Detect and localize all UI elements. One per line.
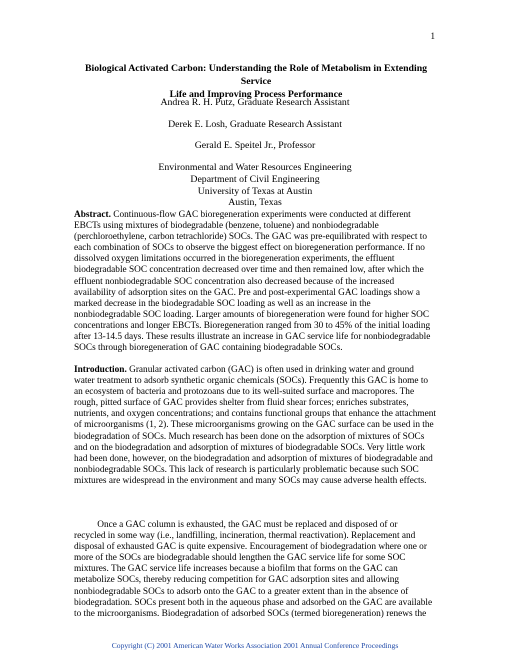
- intro-line: biodegradation of SOCs. Much research has been done on the adsorption of mixtures of SOCs: [74, 431, 425, 442]
- abstract-line: Abstract. Continuous-flow GAC bioregeneration experiments were conducted at different: [74, 210, 411, 220]
- abstract-line: SOCs through bioregeneration of GAC containing biodegradable SOCs.: [74, 343, 343, 354]
- abstract-line: availability of adsorption sites on the GAC. Pre and post-experimental GAC loadings show a: [74, 287, 420, 298]
- intro-line: nonbiodegradable SOCs. This lack of research is particularly problematic because such SOC: [74, 464, 419, 475]
- abstract-line: effluent nonbiodegradable SOC concentration also decreased because of the increased: [74, 276, 395, 287]
- intro-line: of microorganisms (1, 2). These microorganisms growing on the GAC surface can be used in the: [74, 420, 434, 431]
- paragraph-line: mixtures. The GAC service life increases because a biofilm that forms on the GAC can: [74, 564, 398, 575]
- title-line: Biological Activated Carbon: Understanding the Role of Metabolism in Extending Service: [84, 63, 428, 87]
- abstract-line: (perchloroethylene, carbon tetrachloride) SOCs. The GAC was pre-equilibrated with respect to: [74, 232, 427, 243]
- affiliation-line: Austin, Texas: [228, 197, 282, 209]
- author-2: Derek E. Losh, Graduate Research Assistant: [168, 119, 342, 130]
- intro-line: nutrients, and oxygen concentrations; and contains functional groups that enhance the attachment: [74, 409, 436, 420]
- body-paragraph: [74, 520, 438, 620]
- introduction-label: Introduction.: [74, 365, 127, 375]
- title-line: Life and Improving Process Performance: [169, 89, 343, 100]
- paragraph-line: more of the SOCs are biodegradable should lengthen the GAC service life for some SOC: [74, 553, 406, 564]
- author-1: Andrea R. H. Putz, Graduate Research Assistant: [160, 97, 350, 108]
- paragraph-line: Once a GAC column is exhausted, the GAC must be replaced and disposed of or: [74, 520, 398, 530]
- affiliation-line: University of Texas at Austin: [197, 185, 313, 197]
- paragraph-line: to the microorganisms. Biodegradation of adsorbed SOCs (termed bioregeneration) renews the: [74, 608, 427, 619]
- affiliation-line: Department of Civil Engineering: [190, 173, 320, 185]
- intro-line: and on the biodegradation and adsorption of mixtures of biodegradable SOCs. Very little work: [74, 442, 425, 453]
- paragraph-line: recycled in some way (i.e., landfilling, incineration, thermal reactivation). Replacement and: [74, 531, 416, 542]
- abstract-line: marked decrease in the biodegradable SOC loading as well as an increase in the: [74, 298, 371, 309]
- affiliation: [0, 162, 510, 209]
- abstract-line: nonbiodegradable SOC loading. Larger amounts of bioregeneration were found for higher SOC: [74, 309, 430, 320]
- intro-line: Introduction. Granular activated carbon (GAC) is often used in drinking water and ground: [74, 365, 414, 375]
- intro-line: had been done, however, on the biodegradation and adsorption of mixtures of biodegradable and: [74, 453, 433, 464]
- abstract-line: dissolved oxygen limitations occurred in the bioregeneration experiments, the effluent: [74, 254, 395, 265]
- abstract-line: biodegradable SOC concentration decreased over time and then remained low, after which the: [74, 265, 424, 276]
- author-3: Gerald E. Speitel Jr., Professor: [194, 140, 316, 151]
- copyright-footer: Copyright (C) 2001 American Water Works Association 2001 Annual Conference Proceedings: [111, 641, 399, 650]
- abstract-line: concentrations and longer EBCTs. Bioregeneration ranged from 30 to 45% of the initial loading: [74, 320, 431, 331]
- abstract-line: EBCTs using mixtures of biodegradable (benzene, toluene) and nonbiodegradable: [74, 221, 379, 232]
- intro-line: water treatment to adsorb synthetic organic chemicals (SOCs). Frequently this GAC is home to: [74, 376, 429, 387]
- affiliation-line: Environmental and Water Resources Engineering: [158, 162, 352, 173]
- intro-line: mixtures are widespread in the environment and many SOCs may cause adverse health effects.: [74, 475, 427, 486]
- abstract-line: each combination of SOCs to observe the biggest effect on bioregeneration performance. If no: [74, 243, 425, 254]
- paragraph-line: biodegradation. SOCs present both in the aqueous phase and adsorbed on the GAC are available: [74, 597, 433, 608]
- paragraph-line: nonbiodegradable SOCs to adsorb onto the GAC to a greater extent than in the absence of: [74, 586, 409, 597]
- abstract: [74, 210, 438, 354]
- page-number: 1: [430, 31, 435, 41]
- paragraph-line: disposal of exhausted GAC is quite expensive. Encouragement of biodegradation where one or: [74, 542, 427, 553]
- abstract-label: Abstract.: [74, 210, 111, 220]
- introduction: [74, 365, 438, 487]
- paragraph-line: metabolize SOCs, thereby reducing competition for GAC adsorption sites and allowing: [74, 575, 400, 586]
- intro-line: rough, pitted surface of GAC provides shelter from fluid shear forces; enriches substrates,: [74, 398, 409, 409]
- abstract-line: after 13-14.5 days. These results illustrate an increase in GAC service life for nonbiodegradable: [74, 332, 431, 343]
- intro-line: an ecosystem of bacteria and protozoans due to its well-suited surface and macropores. The: [74, 387, 415, 398]
